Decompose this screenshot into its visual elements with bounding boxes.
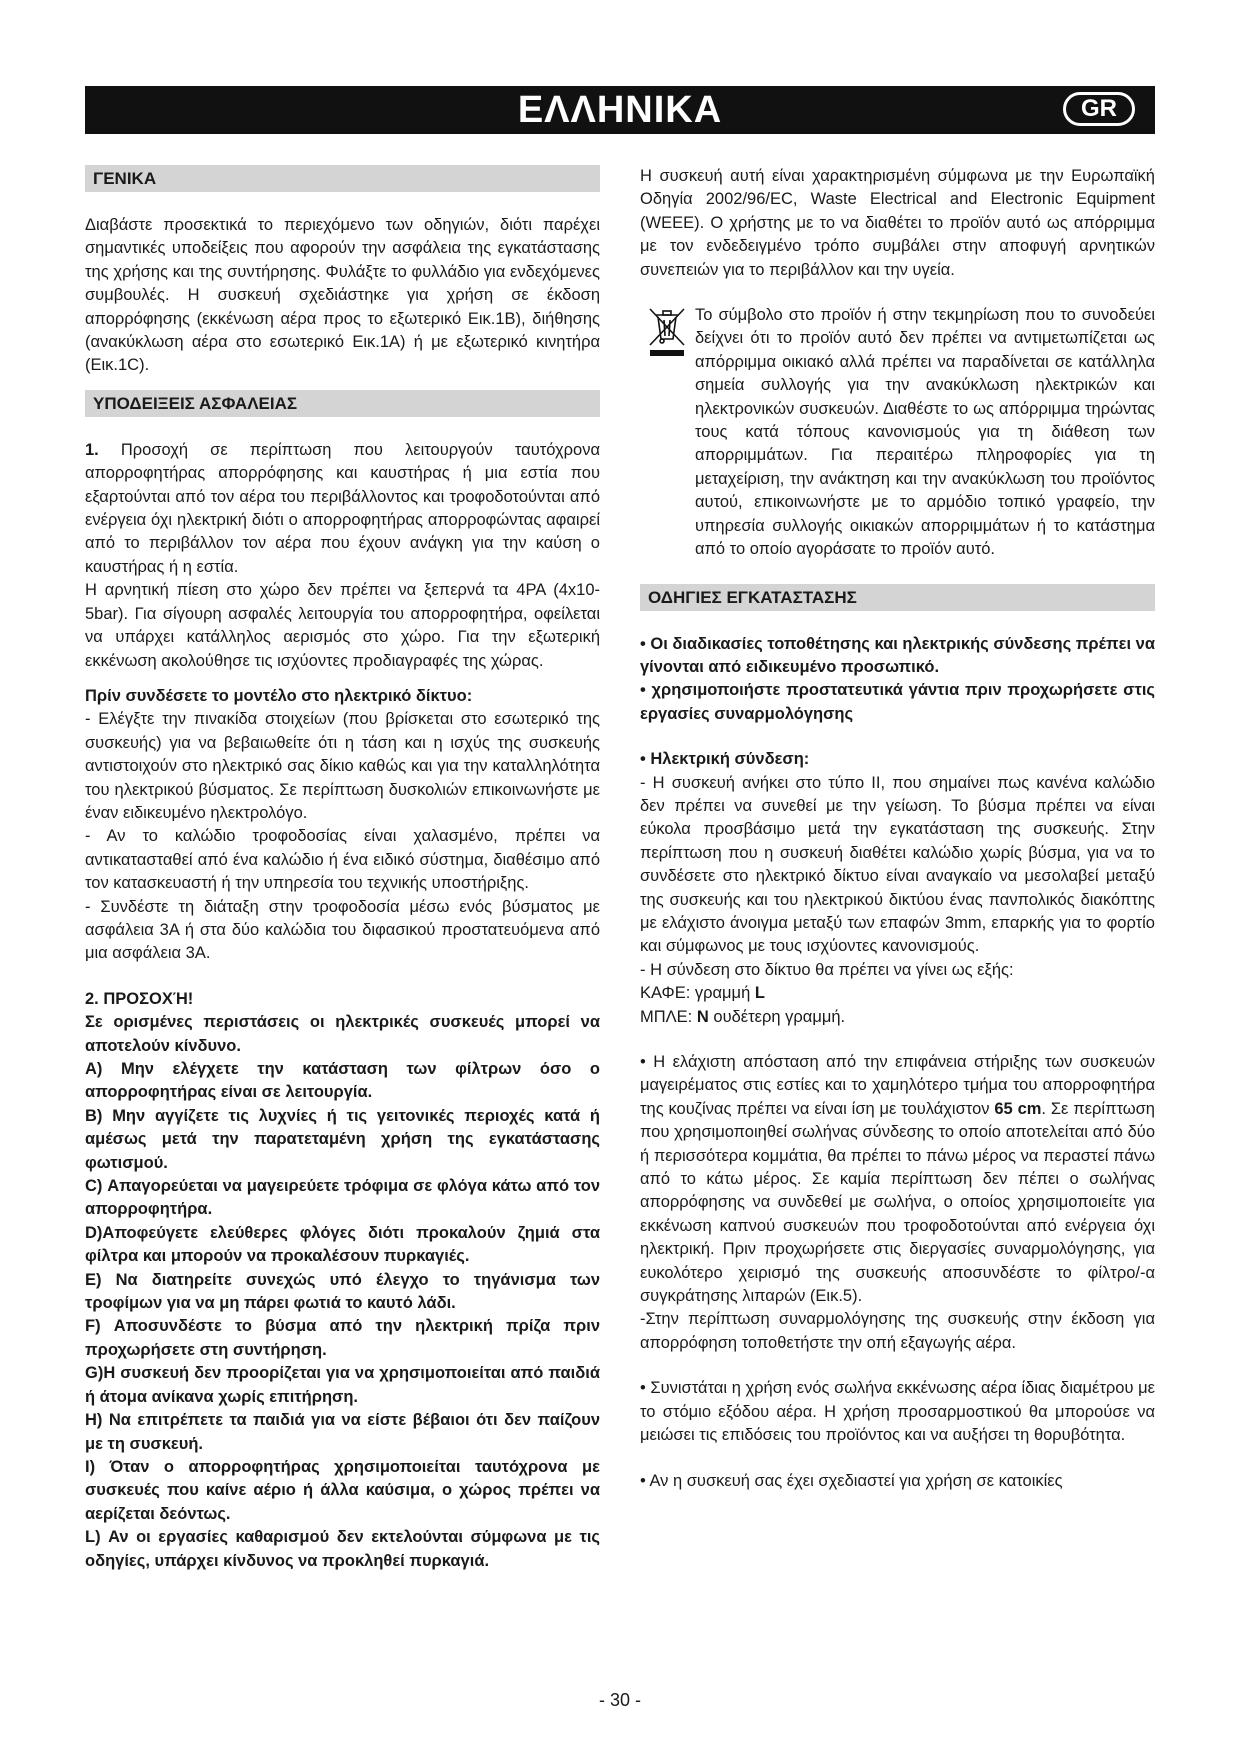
page-number: - 30 - (598, 1690, 641, 1710)
safety-item-number: 1. (85, 440, 99, 459)
weee-symbol-paragraph (640, 304, 1155, 561)
language-title: ΕΛΛΗΝΙΚΑ (517, 89, 723, 131)
minimum-distance-text-start: • Η ελάχιστη απόσταση από την επιφάνεια στήριξης των συσκευών μαγειρέματος στις εστίες και το χαμηλότερο τμήμα του απορροφητήρα της κουζίνας πρέπει να είναι ίση με τουλάχιστον (640, 1053, 1155, 1118)
warning-heading: 2. ΠΡΟΣΟΧΉ! (85, 989, 194, 1008)
install-bullet-1: • Οι διαδικασίες τοποθέτησης και ηλεκτρικής σύνδεσης πρέπει να γίνονται από ειδικευμένο προσωπικό. (640, 634, 1155, 676)
warning-item-l: L) Αν οι εργασίες καθαρισμού δεν εκτελούνται σύμφωνα με τις οδηγίες, υπάρχει κίνδυνος να προκληθεί πυρκαγιά. (85, 1528, 600, 1570)
warning-item-e: E) Να διατηρείτε συνεχώς υπό έλεγχο το τηγάνισμα των τροφίμων για να μη πάρει φωτιά το καυτό λάδι. (85, 1270, 600, 1313)
left-column (85, 165, 600, 1573)
blue-wire-label: ΜΠΛΕ: (640, 1007, 693, 1026)
before-connecting-heading: Πρίν συνδέσετε το μοντέλο στο ηλεκτρικό δίκτυο: (85, 686, 473, 705)
electrical-connection-heading: • Ηλεκτρική σύνδεση: (640, 750, 810, 769)
safety-paragraph-1 (85, 439, 600, 579)
minimum-distance-value: 65 cm (994, 1099, 1042, 1118)
extraction-version-paragraph: -Στην περίπτωση συναρμολόγησης της συσκευής στην έκδοση για απορρόφηση τοποθετήστε την οπή εξαγωγής αέρα. (640, 1310, 1155, 1352)
install-bullet-2: • χρησιμοποιήστε προστατευτικά γάντια πριν προχωρήσετε στις εργασίες συναρμολόγησης (640, 681, 1155, 723)
weee-directive-paragraph: Η συσκευή αυτή είναι χαρακτηρισμένη σύμφωνα με την Ευρωπαϊκή Οδηγία 2002/96/EC, Waste Electrical and Electronic Equipment (WEEE). Ο χρήστης με το να διαθέτει το προϊόν αυτό ως απόρριμμα με τον ενδεδειγμένο τρόπο συμβάλει στην αποφυγή αρνητικών συνεπειών για το περιβάλλον και την υγεία. (640, 167, 1155, 279)
brown-wire-line (640, 982, 1155, 1005)
blue-wire-code: N (696, 1007, 709, 1026)
before-connecting-item-1: - Ελέγξτε την πινακίδα στοιχείων (που βρίσκεται στο εσωτερικό της συσκευής) για να βεβαιωθείτε ότι η τάση και η ισχύς της συσκευής αντιστοιχούν στο ηλεκτρικό σας δίκιο καθώς και για την καταλληλότητα του ηλεκτρικού βύσματος. Σε περίπτωση δυσκολιών επικοινωνήστε με έναν ειδικευμένο ηλεκτρολόγο. (85, 710, 600, 822)
section-heading-safety: ΥΠΟΔΕΙΞΕΙΣ ΑΣΦΑΛΕΙΑΣ (85, 390, 600, 417)
warning-intro: Σε ορισμένες περιστάσεις οι ηλεκτρικές συσκευές μπορεί να αποτελούν κίνδυνο. (85, 1013, 600, 1055)
warning-item-g: G)Η συσκευή δεν προορίζεται για να χρησιμοποιείται από παιδιά ή άτομα ανίκανα χωρίς επιτήρηση. (85, 1364, 600, 1406)
warning-item-b: B) Μην αγγίζετε τις λυχνίες ή τις γειτονικές περιοχές κατά ή αμέσως μετά την παρατεταμένη χρήση της εγκατάστασης φωτισμού. (85, 1106, 600, 1172)
blue-wire-line (640, 1006, 1155, 1029)
warning-item-h: H) Να επιτρέπετε τα παιδιά για να είστε βέβαιοι ότι δεν παίζουν με τη συσκευή. (85, 1411, 600, 1453)
brown-wire-code: L (754, 984, 765, 1003)
section-heading-installation: ΟΔΗΓΙΕΣ ΕΓΚΑΤΑΣΤΑΣΗΣ (640, 584, 1155, 611)
warning-item-d: D)Αποφεύγετε ελεύθερες φλόγες διότι προκαλούν ζημιά στα φίλτρα και μπορούν να προκαλέσουν πυρκαγιές. (85, 1223, 600, 1266)
safety-paragraph-pressure: Η αρνητική πίεση στο χώρο δεν πρέπει να ξεπερνά τα 4PA (4x10-5bar). Για σίγουρη ασφαλές λειτουργία του απορροφητήρα, οφείλεται να υπάρχει κατάλληλος αερισμός στο χώρο. Για την εξωτερική εκκένωση ακολούθησε τις ισχύοντες προδιαγραφές της χώρας. (85, 581, 600, 670)
language-header-bar (85, 86, 1155, 134)
crossed-bin-icon (646, 305, 688, 357)
warning-item-f: F) Αποσυνδέστε το βύσμα από την ηλεκτρική πρίζα πριν προχωρήσετε στη συντήρηση. (85, 1317, 600, 1359)
safety-paragraph-1-text: Προσοχή σε περίπτωση που λειτουργούν ταυτόχρονα απορροφητήρας απορρόφησης και καυστήρας ή μια εστία που εξαρτούνται από τον αέρα του περιβάλλοντος και τροφοδοτούνται από ενέργεια όχι ηλεκτρική διότι ο απορροφητήρας απορροφώντας αφαιρεί από το περιβάλλον τον αέρα που έχουν ανάγκη για την καύση ο καυστήρας ή η εστία. (85, 440, 600, 576)
warning-item-c: C) Απαγορεύεται να μαγειρεύετε τρόφιμα σε φλόγα κάτω από τον απορροφητήρα. (85, 1177, 600, 1219)
weee-symbol-text: Το σύμβολο στο προϊόν ή στην τεκμηρίωση που το συνοδεύει δείχνει ότι το προϊόν αυτό δεν πρέπει να αντιμετωπίζεται ως απόρριμμα οικιακό αλλά πρέπει να παραδίνεται σε κατάλληλα σημεία συλλογής για την ανακύκλωση ηλεκτρικών και ηλεκτρονικών συσκευών. Διαθέστε το ως απόρριμμα τηρώντας τους κατά τόπους κανονισμούς για τη διάθεση των απορριμμάτων. Για περαιτέρω πληροφορίες για τη μεταχείριση, την ανάκτηση και την ανακύκλωση του προϊόντος αυτού, επικοινωνήστε με το αρμόδιο τοπικό γραφείο, την υπηρεσία συλλογής οικιακών απορριμμάτων ή το κατάστημα από το οποίο αγοράσατε το προϊόν αυτό. (695, 306, 1155, 559)
mains-connection-line: - Η σύνδεση στο δίκτυο θα πρέπει να γίνει ως εξής: (640, 960, 1014, 979)
blue-wire-description: ουδέτερη γραμμή. (713, 1007, 846, 1026)
right-column (640, 165, 1155, 1493)
general-paragraph: Διαβάστε προσεκτικά το περιεχόμενο των οδηγιών, διότι παρέχει σημαντικές υποδείξεις που αφορούν την ασφάλεια της εγκατάστασης της χρήσης και της συντήρησης. Φυλάξτε το φυλλάδιο για ενδεχόμενες συμβουλές. Η συσκευή σχεδιάστηκε για χρήση σε έκδοση απορρόφησης (εκκένωση αέρα προς το εξωτερικό Εικ.1B), διήθησης (ανακύκλωση αέρα στο εσωτερικό Εικ.1A) ή με εξωτερικό κινητήρα (Εικ.1C). (85, 216, 600, 375)
minimum-distance-paragraph (640, 1051, 1155, 1308)
exhaust-tube-paragraph: • Συνιστάται η χρήση ενός σωλήνα εκκένωσης αέρα ίδιας διαμέτρου με το στόμιο εξόδου αέρα. Η χρήση προσαρμοστικού θα μπορούσε να μειώσει τις επιδόσεις του προϊόντος και να αυξήσει τη θορυβότητα. (640, 1379, 1155, 1445)
before-connecting-item-3: - Συνδέστε τη διάταξη στην τροφοδοσία μέσω ενός βύσματος με ασφάλεια 3A ή στα δύο καλώδια του διφασικού προστατευόμενα από μια ασφάλεια 3A. (85, 897, 600, 963)
warning-item-a: A) Μην ελέγχετε την κατάσταση των φίλτρων όσο ο απορροφητήρας είναι σε λειτουργία. (85, 1060, 600, 1102)
country-code-badge: GR (1063, 92, 1135, 126)
electrical-connection-paragraph: - Η συσκευή ανήκει στο τύπο II, που σημαίνει πως κανένα καλώδιο δεν πρέπει να συνεθεί με την γείωση. Το βύσμα πρέπει να είναι εύκολα προσβάσιμο μετά την εγκατάσταση της συσκευής. Στην περίπτωση που η συσκευή διαθέτει καλώδιο χωρίς βύσμα, για να το συνδέσετε στο ηλεκτρικό δίκτυο είναι αναγκαίο να μεσολαβεί μεταξύ της συσκευής και του ηλεκτρικού δικτύου ένας πανπολικός διακόπτης με ελάχιστο άνοιγμα μεταξύ των επαφών 3mm, επαρκής για το φορτίο και σύμφωνος με τους ισχύοντες κανονισμούς. (640, 773, 1155, 956)
before-connecting-item-2: - Αν το καλώδιο τροφοδοσίας είναι χαλασμένο, πρέπει να αντικατασταθεί από ένα καλώδιο ή ένα ειδικό σύστημα, διαθέσιμο από τον κατασκευαστή ή την υπηρεσία του τεχνικής υποστήριξης. (85, 827, 600, 893)
minimum-distance-text-end: . Σε περίπτωση που χρησιμοποιηθεί σωλήνας σύνδεσης το οποίο αποτελείται από δύο ή περισσότερα κομμάτια, θα πρέπει το πάνω μέρος να περαστεί πάνω από το κάτω μέρος. Σε καμία περίπτωση δεν πέπει ο σωλήνας απορρόφησης να συνδεθεί με σωλήνα, ο οποίος χρησιμοποιείτε για εκκένωση καπνού συσκευών που τροφοδοτούνται από ενέργεια όχι ηλεκτρική. Πριν προχωρήσετε στις διεργασίες συναρμολόγησης, για ευκολότερο χειρισμό της συσκευής αποσυνδέστε το φίλτρο/-α συγκράτησης λιπαρών (Εικ.5). (640, 1099, 1155, 1306)
warning-item-i: I) Όταν ο απορροφητήρας χρησιμοποιείται ταυτόχρονα με συσκευές που καίνε αέριο ή άλλα καύσιμα, ο χώρος πρέπει να αερίζεται δεόντως. (85, 1457, 600, 1523)
residential-use-paragraph: • Αν η συσκευή σας έχει σχεδιαστεί για χρήση σε κατοικίες (640, 1471, 1063, 1490)
brown-wire-label: ΚΑΦΕ: γραμμή (640, 984, 751, 1003)
section-heading-general: ΓΕΝΙΚΑ (85, 165, 600, 192)
